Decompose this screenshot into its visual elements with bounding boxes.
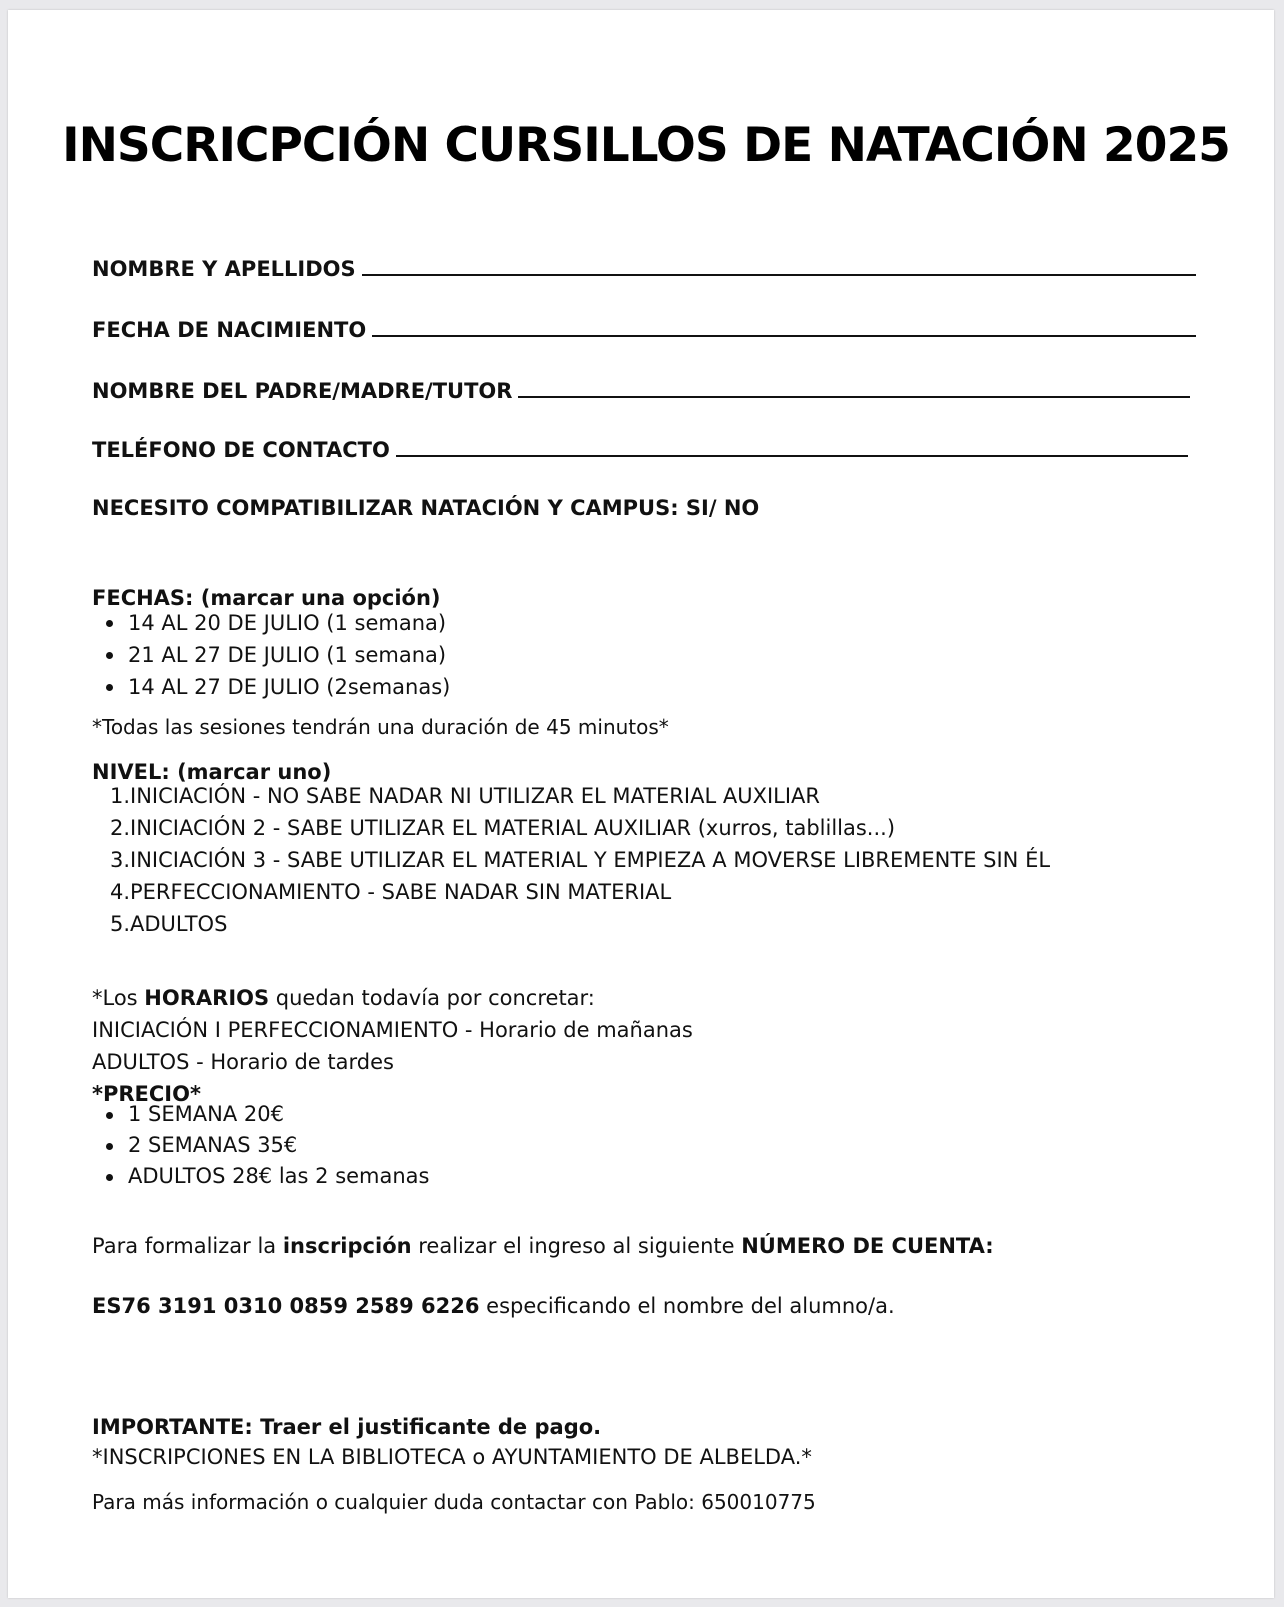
nivel-list (92, 780, 1050, 940)
iban: ES76 3191 0310 0859 2589 6226 (92, 1294, 480, 1318)
name-blank-line[interactable] (362, 254, 1196, 276)
precio-item: 1 SEMANA 20€ (92, 1099, 430, 1130)
campus-question: NECESITO COMPATIBILIZAR NATACIÓN Y CAMPUS: SI/ NO (92, 496, 760, 520)
fechas-list (92, 607, 450, 703)
nivel-option[interactable]: 4.PERFECCIONAMIENTO - SABE NADAR SIN MATERIAL (109, 880, 672, 904)
birthdate-field (92, 315, 1196, 342)
horarios-note: *Los HORARIOS quedan todavía por concretar: (92, 986, 595, 1010)
birthdate-label: FECHA DE NACIMIENTO (92, 318, 367, 342)
fechas-option[interactable]: 21 AL 27 DE JULIO (1 semana) (92, 639, 450, 671)
precio-list (92, 1099, 430, 1192)
horario-line: ADULTOS - Horario de tardes (92, 1050, 394, 1074)
precio-heading: *PRECIO* (92, 1082, 201, 1106)
nivel-heading: NIVEL: (marcar uno) (92, 760, 332, 784)
nivel-option[interactable]: 5.ADULTOS (109, 912, 228, 936)
document-page (8, 10, 1274, 1598)
page-title: INSCRICPCIÓN CURSILLOS DE NATACIÓN 2025 (62, 118, 1230, 173)
precio-item: 2 SEMANAS 35€ (92, 1130, 430, 1161)
phone-blank-line[interactable] (396, 435, 1188, 457)
phone-field (92, 435, 1188, 462)
registration-place: *INSCRIPCIONES EN LA BIBLIOTECA o AYUNTAMIENTO DE ALBELDA.* (92, 1445, 812, 1469)
birthdate-blank-line[interactable] (372, 315, 1196, 337)
payment-instructions: Para formalizar la inscripción realizar el ingreso al siguiente NÚMERO DE CUENTA: (92, 1234, 994, 1258)
nivel-option[interactable]: 2.INICIACIÓN 2 - SABE UTILIZAR EL MATERIAL AUXILIAR (xurros, tablillas...) (109, 816, 896, 840)
guardian-field (92, 376, 1190, 403)
account-number-line: ES76 3191 0310 0859 2589 6226 especificando el nombre del alumno/a. (92, 1294, 895, 1318)
horario-line: INICIACIÓN I PERFECCIONAMIENTO - Horario de mañanas (92, 1018, 693, 1042)
name-label: NOMBRE Y APELLIDOS (92, 257, 356, 281)
phone-label: TELÉFONO DE CONTACTO (92, 438, 390, 462)
nivel-option[interactable]: 1.INICIACIÓN - NO SABE NADAR NI UTILIZAR EL MATERIAL AUXILIAR (109, 784, 820, 808)
guardian-blank-line[interactable] (518, 376, 1190, 398)
precio-item: ADULTOS 28€ las 2 semanas (92, 1161, 430, 1192)
fechas-heading: FECHAS: (marcar una opción) (92, 586, 441, 610)
contact-info: Para más información o cualquier duda contactar con Pablo: 650010775 (92, 1490, 816, 1514)
session-note: *Todas las sesiones tendrán una duración de 45 minutos* (92, 715, 669, 739)
fechas-option[interactable]: 14 AL 20 DE JULIO (1 semana) (92, 607, 450, 639)
name-field (92, 254, 1196, 281)
guardian-label: NOMBRE DEL PADRE/MADRE/TUTOR (92, 379, 513, 403)
nivel-option[interactable]: 3.INICIACIÓN 3 - SABE UTILIZAR EL MATERIAL Y EMPIEZA A MOVERSE LIBREMENTE SIN ÉL (109, 848, 1051, 872)
fechas-option[interactable]: 14 AL 27 DE JULIO (2semanas) (92, 671, 450, 703)
important-note: IMPORTANTE: Traer el justificante de pago. (92, 1415, 602, 1439)
